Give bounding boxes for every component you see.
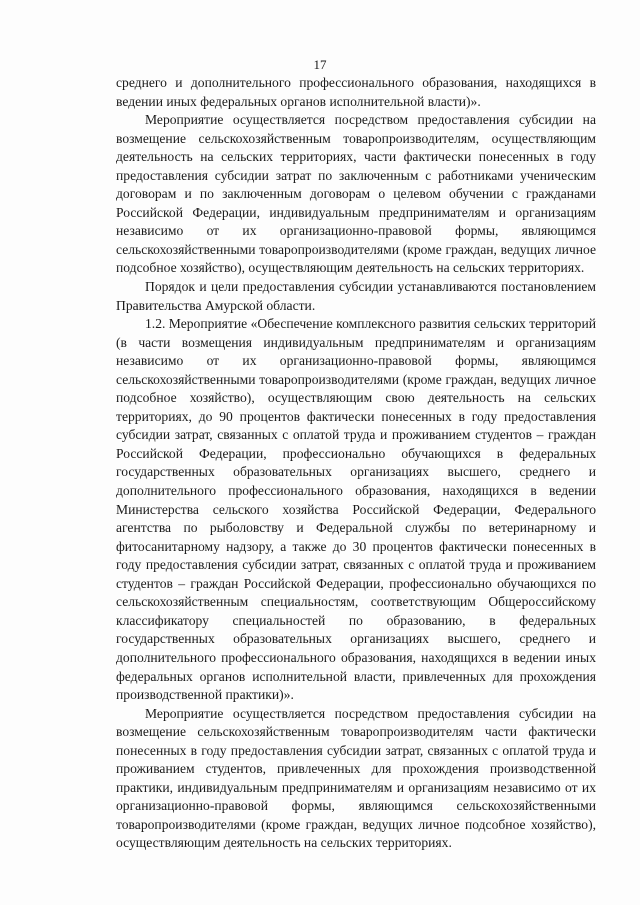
paragraph-subsidy-description: Мероприятие осуществляется посредством предоставления субсидии на возмещение сельскохозяйственным товаропроизводителям, осуществляющим деятельность на сельских территориях, части фактически понесенных в году предоставления субсидии затрат по заключенным с работниками ученическим договорам и по заключенным договорам о целевом обучении с гражданами Российской Федерации, индивидуальным предпринимателям и организациям независимо от их организационно-правовой формы, являющимся сельскохозяйственными товаропроизводителями (кроме граждан, ведущих личное подсобное хозяйство), осуществляющим деятельность на сельских территориях. (116, 112, 596, 276)
paragraph-subsidy-students: Мероприятие осуществляется посредством предоставления субсидии на возмещение сельскохозяйственным товаропроизводителям части фактически понесенных в году предоставления субсидии затрат, связанных с оплатой труда и проживанием студентов, привлеченных для прохождения производственной практики, индивидуальным предпринимателям и организациям независимо от их организационно-правовой формы, являющимся сельскохозяйственными товаропроизводителями (кроме граждан, ведущих личное подсобное хозяйство), осуществляющим деятельность на сельских территориях. (116, 705, 596, 851)
page-number: 17 (313, 57, 327, 72)
paragraph-continuation: среднего и дополнительного профессионального образования, находящихся в ведении иных федеральных органов исполнительной власти)». (116, 75, 596, 109)
document-body (116, 74, 596, 853)
paragraph-procedure: Порядок и цели предоставления субсидии устанавливаются постановлением Правительства Амурской области. (116, 279, 596, 313)
paragraph-measure-1-2: 1.2. Мероприятие «Обеспечение комплексного развития сельских территорий (в части возмещения индивидуальным предпринимателям и организациям независимо от их организационно-правовой формы, являющимся сельскохозяйственными товаропроизводителями (кроме граждан, ведущих личное подсобное хозяйство), осуществляющим свою деятельность на сельских территориях, до 90 процентов фактически понесенных в году предоставления субсидии затрат, связанных с оплатой труда и проживанием студентов – граждан Российской Федерации, профессионально обучающихся в федеральных государственных образовательных организациях высшего, среднего и дополнительного профессионального образования, находящихся в ведении Министерства сельского хозяйства Российской Федерации, Федерального агентства по рыболовству и Федеральной службы по ветеринарному и фитосанитарному надзору, а также до 30 процентов фактически понесенных в году предоставления субсидии затрат, связанных с оплатой труда и проживанием студентов – граждан Российской Федерации, профессионально обучающихся по сельскохозяйственным специальностям, соответствующим Общероссийскому классификатору специальностей по образованию, в федеральных государственных образовательных организациях высшего, среднего и дополнительного профессионального образования, находящихся в ведении иных федеральных органов исполнительной власти, привлеченных для прохождения производственной практики)». (116, 316, 596, 703)
